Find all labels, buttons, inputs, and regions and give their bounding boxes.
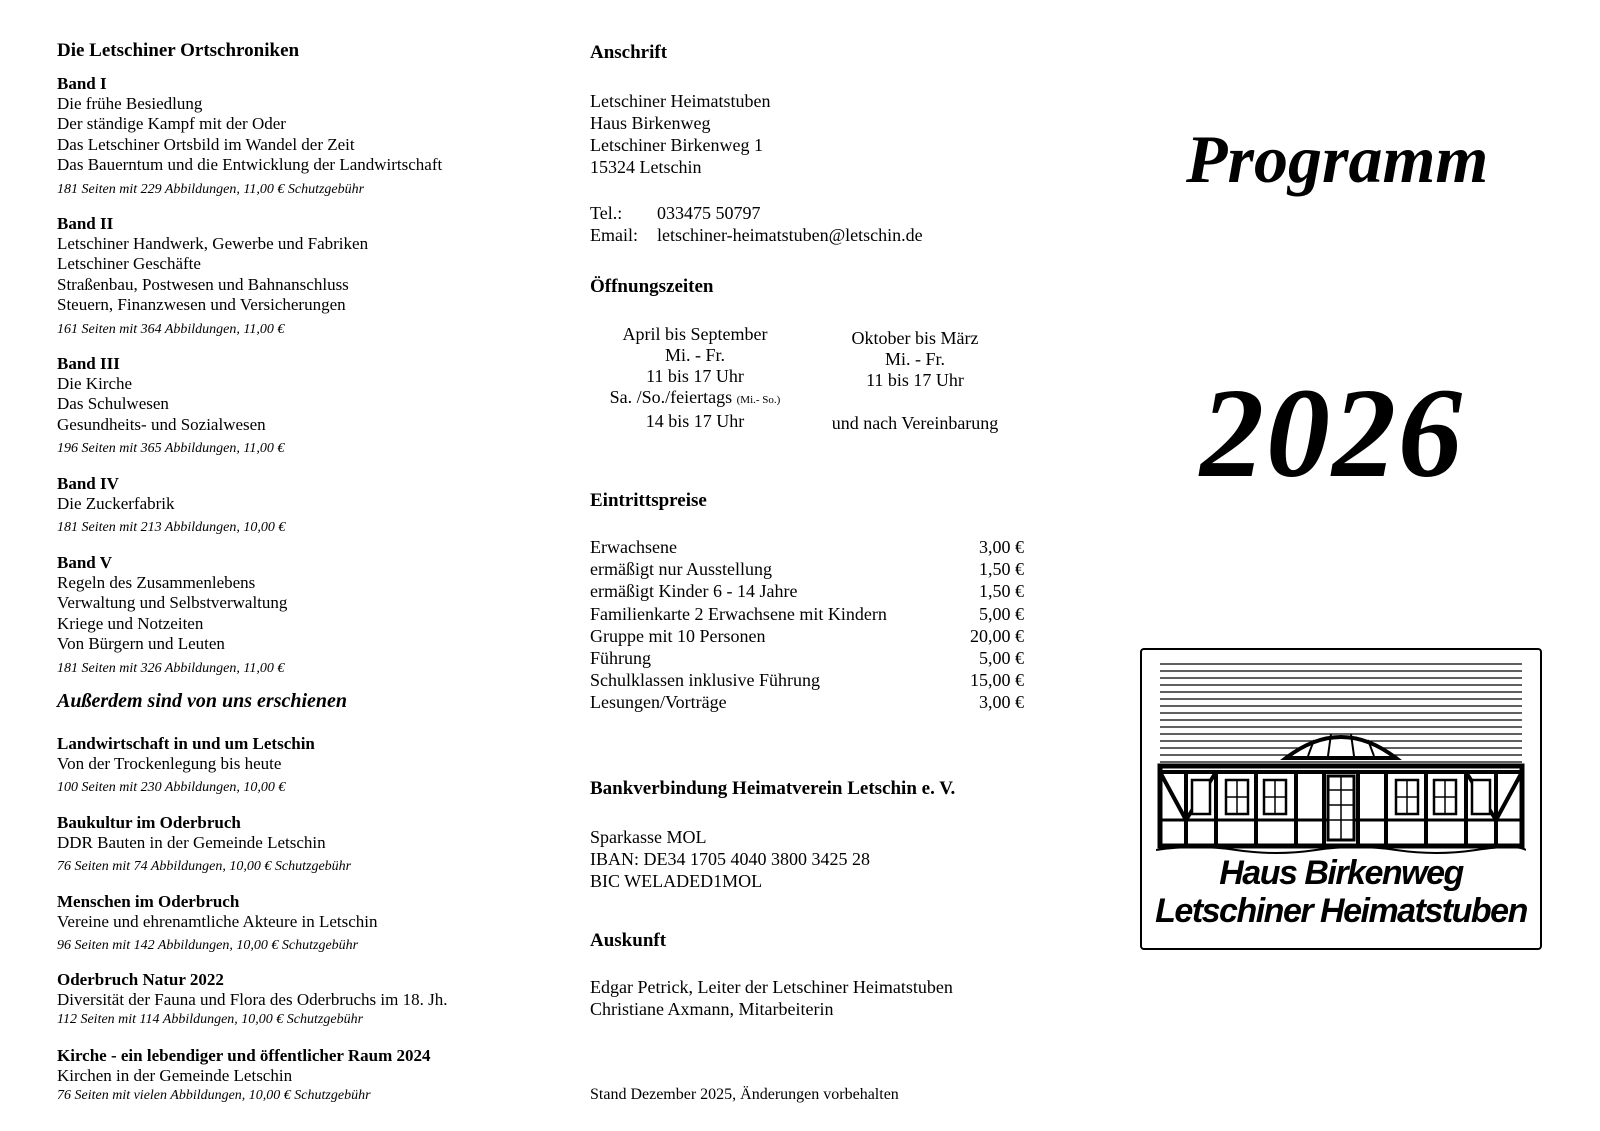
- phone-label: Tel.:: [590, 203, 623, 223]
- winter-time: 11 bis 17 Uhr: [866, 370, 964, 390]
- email-row: [590, 224, 923, 246]
- price-row: [590, 558, 1024, 580]
- info-line: Edgar Petrick, Leiter der Letschiner Heimatstuben: [590, 977, 953, 997]
- price-label: Schulklassen inklusive Führung: [590, 670, 820, 691]
- band-line: Gesundheits- und Sozialwesen: [57, 414, 266, 434]
- book-title: Oderbruch Natur 2022: [57, 970, 224, 989]
- band-info: 181 Seiten mit 213 Abbildungen, 10,00 €: [57, 520, 286, 536]
- price-value: 5,00 €: [979, 603, 1024, 624]
- band-1: [57, 74, 577, 199]
- book-info: 76 Seiten mit vielen Abbildungen, 10,00 € Schutzgebühr: [57, 1088, 371, 1104]
- band-title: Band V: [57, 553, 112, 572]
- book-title: Kirche - ein lebendiger und öffentlicher Raum 2024: [57, 1046, 431, 1065]
- book-landwirtschaft: [57, 734, 577, 797]
- band-line: Der ständige Kampf mit der Oder: [57, 114, 286, 134]
- info-line: Christiane Axmann, Mitarbeiterin: [590, 999, 834, 1019]
- address-heading: Anschrift: [590, 42, 668, 63]
- summer-days: Mi. - Fr.: [664, 345, 725, 365]
- price-label: ermäßigt Kinder 6 - 14 Jahre: [590, 581, 798, 602]
- price-list: [590, 536, 1024, 714]
- price-row: [590, 580, 1024, 602]
- price-label: Erwachsene: [590, 537, 677, 557]
- book-kirche: [57, 1046, 577, 1105]
- summer-time: 11 bis 17 Uhr: [646, 366, 744, 386]
- price-value: 1,50 €: [979, 581, 1024, 602]
- summer-weekend: [590, 387, 800, 411]
- email-label: Email:: [590, 225, 638, 245]
- book-info: 112 Seiten mit 114 Abbildungen, 10,00 € Schutzgebühr: [57, 1012, 364, 1028]
- price-row: [590, 647, 1024, 669]
- band-line: Letschiner Handwerk, Gewerbe und Fabriken: [57, 234, 369, 253]
- price-value: 3,00 €: [979, 692, 1024, 713]
- book-line: Von der Trockenlegung bis heute: [57, 754, 282, 773]
- info-block: [590, 976, 953, 1020]
- price-row: [590, 603, 1024, 625]
- band-title: Band III: [57, 354, 120, 373]
- summer-season: April bis September: [622, 324, 768, 344]
- chronicles-title: Die Letschiner Ortschroniken: [57, 40, 300, 61]
- dormer-icon: [1286, 737, 1396, 758]
- also-published-title: Außerdem sind von uns erschienen: [57, 690, 348, 712]
- band-line: Das Letschiner Ortsbild im Wandel der Zeit: [57, 134, 355, 154]
- band-line: Kriege und Notzeiten: [57, 613, 204, 633]
- price-value: 15,00 €: [970, 670, 1024, 691]
- price-label: Gruppe mit 10 Personen: [590, 625, 766, 646]
- price-label: Familienkarte 2 Erwachsene mit Kindern: [590, 603, 887, 624]
- book-info: 76 Seiten mit 74 Abbildungen, 10,00 € Schutzgebühr: [57, 859, 352, 875]
- program-year: 2026: [1200, 362, 1464, 504]
- bank-block: [590, 826, 870, 892]
- book-line: DDR Bauten in der Gemeinde Letschin: [57, 833, 326, 852]
- address-line: Letschiner Birkenweg 1: [590, 135, 763, 155]
- price-value: 1,50 €: [979, 559, 1024, 580]
- price-label: Lesungen/Vorträge: [590, 692, 727, 713]
- hours-winter: [810, 328, 1020, 434]
- bank-bic: BIC WELADED1MOL: [590, 871, 763, 891]
- book-title: Landwirtschaft in und um Letschin: [57, 734, 315, 753]
- band-3: [57, 354, 577, 458]
- price-value: 5,00 €: [979, 648, 1024, 669]
- book-title: Menschen im Oderbruch: [57, 892, 240, 911]
- band-line: Steuern, Finanzwesen und Versicherungen: [57, 295, 346, 315]
- price-row: [590, 536, 1024, 558]
- phone-row: [590, 202, 923, 224]
- hours-summer: [590, 324, 800, 432]
- address-block: [590, 90, 770, 178]
- book-info: 100 Seiten mit 230 Abbildungen, 10,00 €: [57, 780, 286, 796]
- band-line: Das Bauerntum und die Entwicklung der Landwirtschaft: [57, 155, 443, 175]
- address-line: 15324 Letschin: [590, 157, 702, 177]
- band-title: Band II: [57, 214, 114, 233]
- band-title: Band IV: [57, 474, 119, 493]
- band-line: Letschiner Geschäfte: [57, 254, 201, 274]
- band-line: Straßenbau, Postwesen und Bahnanschluss: [57, 274, 349, 294]
- band-title: Band I: [57, 74, 107, 93]
- price-row: [590, 669, 1024, 691]
- weekend-note: (Mi.- So.): [736, 394, 781, 406]
- band-4: [57, 474, 577, 537]
- band-line: Von Bürgern und Leuten: [57, 634, 225, 654]
- band-2: [57, 214, 577, 339]
- book-menschen: [57, 892, 577, 955]
- book-info: 96 Seiten mit 142 Abbildungen, 10,00 € Schutzgebühr: [57, 938, 359, 954]
- info-heading: Auskunft: [590, 930, 667, 951]
- book-line: Vereine und ehrenamtliche Akteure in Letschin: [57, 912, 378, 931]
- book-baukultur: [57, 813, 577, 876]
- price-row: [590, 625, 1024, 647]
- price-label: Führung: [590, 648, 652, 669]
- price-label: ermäßigt nur Ausstellung: [590, 559, 772, 580]
- band-line: Die Zuckerfabrik: [57, 494, 175, 513]
- band-5: [57, 553, 577, 678]
- book-line: Diversität der Fauna und Flora des Oderbruchs im 18. Jh.: [57, 990, 448, 1009]
- prices-heading: Eintrittspreise: [590, 490, 707, 511]
- band-line: Die frühe Besiedlung: [57, 94, 203, 113]
- book-title: Baukultur im Oderbruch: [57, 813, 241, 832]
- house-logo-icon: [1156, 660, 1526, 860]
- winter-days: Mi. - Fr.: [884, 349, 945, 369]
- address-line: Haus Birkenweg: [590, 113, 711, 133]
- band-line: Regeln des Zusammenlebens: [57, 573, 256, 592]
- band-info: 181 Seiten mit 229 Abbildungen, 11,00 € Schutzgebühr: [57, 181, 365, 197]
- winter-season: Oktober bis März: [851, 328, 979, 348]
- band-line: Das Schulwesen: [57, 394, 169, 414]
- band-info: 196 Seiten mit 365 Abbildungen, 11,00 €: [57, 441, 285, 457]
- program-title: Programm: [1186, 121, 1489, 197]
- bank-heading: Bankverbindung Heimatverein Letschin e. V.: [590, 778, 956, 799]
- logo-line-2: Letschiner Heimatstuben: [1155, 892, 1527, 930]
- band-line: Verwaltung und Selbstverwaltung: [57, 593, 288, 613]
- book-natur: [57, 970, 577, 1029]
- band-info: 181 Seiten mit 326 Abbildungen, 11,00 €: [57, 660, 285, 676]
- logo-line-1: Haus Birkenweg: [1219, 854, 1463, 892]
- hours-heading: Öffnungszeiten: [590, 276, 714, 297]
- weekend-label: Sa. /So./feiertags: [609, 387, 733, 407]
- email-link[interactable]: letschiner-heimatstuben@letschin.de: [657, 225, 923, 245]
- band-info: 161 Seiten mit 364 Abbildungen, 11,00 €: [57, 321, 285, 337]
- address-line: Letschiner Heimatstuben: [590, 91, 771, 111]
- bank-name: Sparkasse MOL: [590, 827, 707, 847]
- price-value: 3,00 €: [979, 537, 1024, 557]
- bank-iban: IBAN: DE34 1705 4040 3800 3425 28: [590, 849, 870, 869]
- price-value: 20,00 €: [970, 625, 1024, 646]
- logo-box: [1140, 648, 1542, 950]
- price-row: [590, 691, 1024, 713]
- book-line: Kirchen in der Gemeinde Letschin: [57, 1066, 293, 1085]
- contact-block: [590, 202, 923, 246]
- winter-extra: und nach Vereinbarung: [831, 413, 999, 433]
- footer-note: Stand Dezember 2025, Änderungen vorbehalten: [590, 1086, 899, 1103]
- band-line: Die Kirche: [57, 374, 133, 393]
- phone-number[interactable]: 033475 50797: [657, 203, 761, 223]
- summer-weekend-time: 14 bis 17 Uhr: [645, 411, 745, 431]
